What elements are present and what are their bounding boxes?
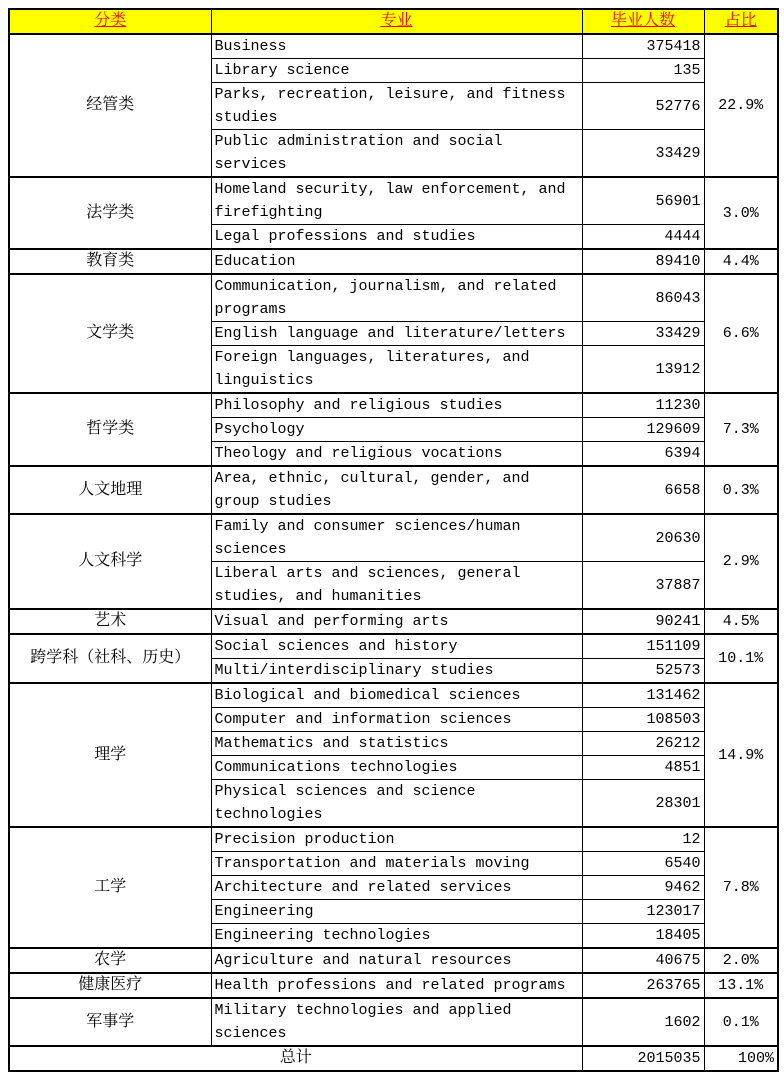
header-row [9,9,778,34]
share-percent-cell: 7.3% [704,393,778,466]
major-name-cell: Agriculture and natural resources [211,948,582,973]
graduates-count-cell: 6394 [582,442,704,467]
graduates-count-cell: 263765 [582,973,704,998]
graduates-by-major-table [8,8,779,1072]
major-name-cell: Physical sciences and science technologies [211,780,582,828]
graduates-count-cell: 90241 [582,609,704,634]
graduates-count-cell: 26212 [582,732,704,756]
category-cell: 教育类 [9,249,211,274]
share-percent-cell: 0.1% [704,998,778,1046]
major-row [9,827,778,852]
total-share-cell: 100% [704,1046,778,1071]
major-name-cell: Engineering [211,900,582,924]
major-name-cell: Mathematics and statistics [211,732,582,756]
graduates-count-cell: 52776 [582,83,704,130]
header-graduates: 毕业人数 [582,9,704,34]
share-percent-cell: 4.5% [704,609,778,634]
share-percent-cell: 22.9% [704,34,778,177]
share-percent-cell: 3.0% [704,177,778,249]
category-cell: 人文科学 [9,514,211,609]
major-name-cell: English language and literature/letters [211,322,582,346]
major-row [9,634,778,659]
major-name-cell: Biological and biomedical sciences [211,683,582,708]
major-row [9,466,778,514]
graduates-count-cell: 33429 [582,130,704,178]
major-name-cell: Parks, recreation, leisure, and fitness studies [211,83,582,130]
major-row [9,609,778,634]
share-percent-cell: 0.3% [704,466,778,514]
category-cell: 工学 [9,827,211,948]
graduates-count-cell: 12 [582,827,704,852]
major-name-cell: Multi/interdisciplinary studies [211,659,582,684]
major-name-cell: Computer and information sciences [211,708,582,732]
header-category: 分类 [9,9,211,34]
graduates-count-cell: 33429 [582,322,704,346]
major-name-cell: Foreign languages, literatures, and linguistics [211,346,582,394]
graduates-count-cell: 37887 [582,562,704,610]
major-row [9,998,778,1046]
category-cell: 法学类 [9,177,211,249]
major-name-cell: Area, ethnic, cultural, gender, and group studies [211,466,582,514]
share-percent-cell: 10.1% [704,634,778,683]
major-name-cell: Public administration and social services [211,130,582,178]
share-percent-cell: 13.1% [704,973,778,998]
share-percent-cell: 4.4% [704,249,778,274]
graduates-count-cell: 9462 [582,876,704,900]
major-name-cell: Liberal arts and sciences, general studies, and humanities [211,562,582,610]
graduates-count-cell: 20630 [582,514,704,562]
graduates-count-cell: 123017 [582,900,704,924]
major-name-cell: Communication, journalism, and related programs [211,274,582,322]
category-cell: 农学 [9,948,211,973]
total-label-cell: 总计 [9,1046,582,1071]
major-name-cell: Psychology [211,418,582,442]
graduates-count-cell: 151109 [582,634,704,659]
category-cell: 艺术 [9,609,211,634]
category-cell: 理学 [9,683,211,827]
share-percent-cell: 14.9% [704,683,778,827]
graduates-count-cell: 129609 [582,418,704,442]
major-row [9,514,778,562]
graduates-count-cell: 18405 [582,924,704,949]
major-name-cell: Library science [211,59,582,83]
major-name-cell: Family and consumer sciences/human sciences [211,514,582,562]
major-row [9,393,778,418]
major-name-cell: Military technologies and applied sciences [211,998,582,1046]
total-row [9,1046,778,1071]
header-major: 专业 [211,9,582,34]
major-name-cell: Legal professions and studies [211,225,582,250]
graduates-count-cell: 11230 [582,393,704,418]
graduates-count-cell: 40675 [582,948,704,973]
major-name-cell: Philosophy and religious studies [211,393,582,418]
category-cell: 经管类 [9,34,211,177]
total-count-cell: 2015035 [582,1046,704,1071]
major-row [9,177,778,225]
graduates-count-cell: 13912 [582,346,704,394]
category-cell: 哲学类 [9,393,211,466]
major-name-cell: Education [211,249,582,274]
graduates-count-cell: 6658 [582,466,704,514]
share-percent-cell: 7.8% [704,827,778,948]
category-cell: 文学类 [9,274,211,393]
category-cell: 跨学科（社科、历史） [9,634,211,683]
major-name-cell: Precision production [211,827,582,852]
major-name-cell: Visual and performing arts [211,609,582,634]
graduates-count-cell: 52573 [582,659,704,684]
major-row [9,948,778,973]
major-name-cell: Engineering technologies [211,924,582,949]
graduates-count-cell: 56901 [582,177,704,225]
graduates-count-cell: 108503 [582,708,704,732]
major-name-cell: Communications technologies [211,756,582,780]
major-row [9,34,778,59]
major-row [9,274,778,322]
major-row [9,249,778,274]
major-row [9,683,778,708]
major-name-cell: Social sciences and history [211,634,582,659]
share-percent-cell: 6.6% [704,274,778,393]
graduates-count-cell: 135 [582,59,704,83]
share-percent-cell: 2.0% [704,948,778,973]
graduates-count-cell: 4444 [582,225,704,250]
major-name-cell: Business [211,34,582,59]
graduates-count-cell: 6540 [582,852,704,876]
major-name-cell: Theology and religious vocations [211,442,582,467]
graduates-count-cell: 89410 [582,249,704,274]
graduates-count-cell: 86043 [582,274,704,322]
major-row [9,973,778,998]
graduates-count-cell: 1602 [582,998,704,1046]
major-name-cell: Homeland security, law enforcement, and firefighting [211,177,582,225]
graduates-count-cell: 4851 [582,756,704,780]
graduates-count-cell: 375418 [582,34,704,59]
category-cell: 健康医疗 [9,973,211,998]
share-percent-cell: 2.9% [704,514,778,609]
major-name-cell: Transportation and materials moving [211,852,582,876]
major-name-cell: Health professions and related programs [211,973,582,998]
header-share: 占比 [704,9,778,34]
major-name-cell: Architecture and related services [211,876,582,900]
category-cell: 人文地理 [9,466,211,514]
graduates-count-cell: 28301 [582,780,704,828]
category-cell: 军事学 [9,998,211,1046]
graduates-count-cell: 131462 [582,683,704,708]
